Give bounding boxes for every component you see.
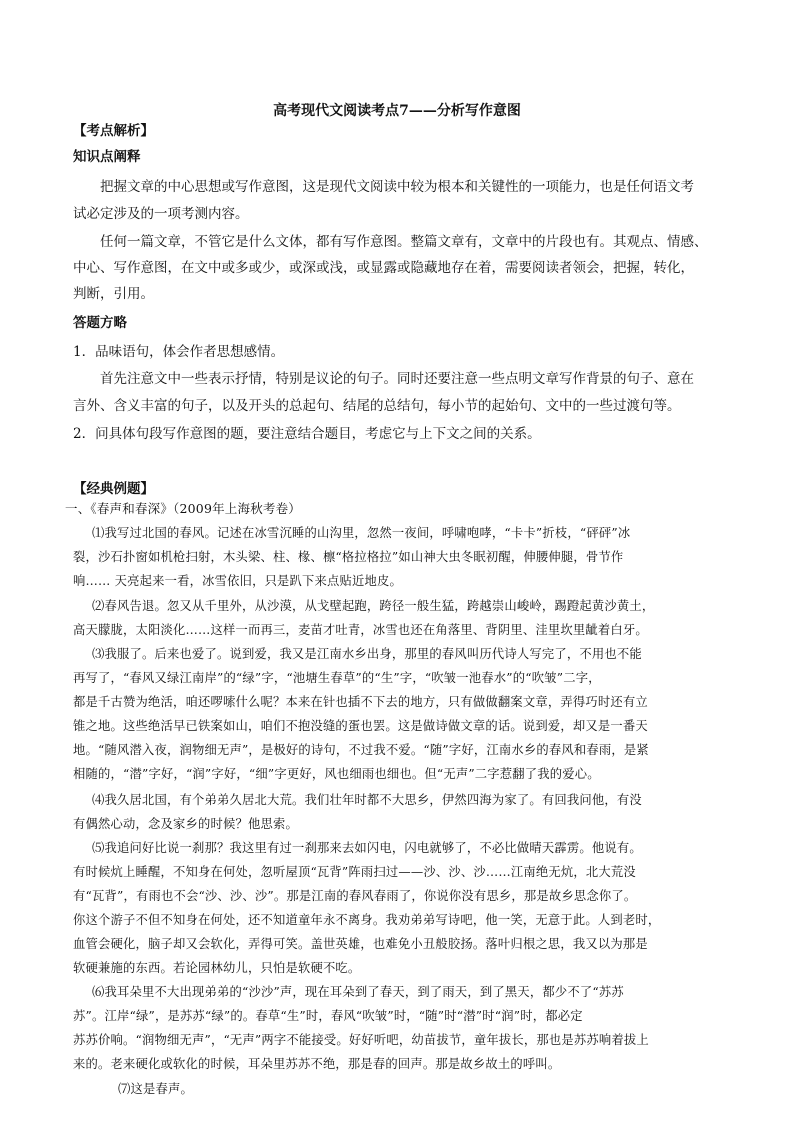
section-heading-examples: 【经典例题】 (73, 481, 154, 497)
example-line: ⑵春风告退。忽又从千里外，从沙漠，从戈壁起跑，跨径一般生猛，跨越崇山峻岭，踢蹬起黄沙黄土， (92, 599, 655, 613)
example-line: 响…… 天亮起来一看，冰雪依旧，只是趴下来点贴近地皮。 (73, 574, 403, 588)
example-line: 高天朦胧，太阳淡化……这样一而再三，麦苗才吐青，冰雪也还在角落里、背阴里、洼里坎里龇着白牙。 (73, 623, 648, 637)
example-line: ⑹我耳朵里不大出现弟弟的“沙沙”声，现在耳朵到了春天，到了雨天，到了黑天，都少不了“苏苏 (92, 985, 624, 999)
example-line: 苏苏价响。“润物细无声”，“无声”两字不能接受。好好听吧，幼苗拔节，童年拔长，那也是苏苏响着拔上 (73, 1033, 649, 1047)
list-item: 1．品味语句，体会作者思想感情。 (73, 344, 285, 360)
list-item: 2．问具体句段写作意图的题，要注意结合题目，考虑它与上下文之间的关系。 (73, 426, 541, 442)
example-line: 你这个游子不但不知身在何处，还不知道童年永不离身。我劝弟弟写诗吧，他一笑，无意于此。人到老时， (73, 913, 661, 927)
example-line: ⑴我写过北国的春风。记述在冰雪沉睡的山沟里，忽然一夜间，呼啸咆哮，“卡卡”折枝，“砰砰”冰 (92, 526, 631, 540)
example-line: ⑶我服了。后来也爱了。说到爱，我又是江南水乡出身，那里的春风叫历代诗人写完了，不用也不能 (92, 647, 642, 661)
paragraph-line: 试必定涉及的一项考测内容。 (73, 206, 249, 222)
example-line: 来的。老来硬化或软化的时候，耳朵里苏苏不绝，那是春的回声。那是故乡故土的呼叫。 (73, 1057, 561, 1071)
example-line: ⑷我久居北国，有个弟弟久居北大荒。我们壮年时都不大思乡，伊然四海为家了。有回我问他，有没 (92, 793, 642, 807)
paragraph-line: 中心、写作意图，在文中或多或少，或深或浅，或显露或隐藏地存在着，需要阅读者领会，把握，转化， (73, 260, 694, 276)
example-line: 软硬兼施的东西。若论园林幼儿，只怕是软硬不吃。 (73, 961, 361, 975)
example-line: 有“瓦背”，有雨也不会“沙、沙、沙”。那是江南的春风春雨了，你说你没有思乡，那是故乡思念你了。 (73, 889, 637, 903)
example-line: 相随的，“潜”字好，“润”字好，“细”字更好，风也细雨也细也。但“无声”二字惹翻了我的爱心。 (73, 767, 600, 781)
example-line: 苏”。江岸“绿”，是苏苏“绿”的。春草“生”时，春风“吹皱”时，“随”时“潜”时“润”时，都必定 (73, 1009, 583, 1023)
example-line: 血管会硬化，脑子却又会软化，弄得可笑。盖世英雄，也难免小丑般胶扬。落叶归根之思，我又以为那是 (73, 937, 648, 951)
example-title: 一、《春声和春深》（2009年上海秋考卷） (65, 501, 302, 516)
paragraph-line: 首先注意文中一些表示抒情，特别是议论的句子。同时还要注意一些点明文章写作背景的句子、意在 (100, 371, 694, 387)
example-line: ⑸我追问好比说一刹那？我这里有过一刹那来去如闪电，闪电就够了，不必比做晴天霹雳。他说有。 (92, 841, 642, 855)
example-line: 裂，沙石扑窗如机枪扫射，木头梁、柱、椽、檩“格拉格拉”如山神大虫冬眠初醒，伸腰伸腿，骨节作 (73, 550, 624, 564)
paragraph-line: 言外、含义丰富的句子，以及开头的总起句、结尾的总结句，每小节的起始句、文中的一些过渡句等。 (73, 398, 681, 414)
example-line: 地。“随风潜入夜，润物细无声”，是极好的诗句，不过我不爱。“随”字好，江南水乡的春风和春雨，是紧 (73, 743, 649, 757)
example-line: ⑺这是春声。 (118, 1082, 193, 1096)
subheading-knowledge: 知识点阐释 (73, 149, 141, 165)
subheading-method: 答题方略 (73, 315, 127, 331)
example-line: 再写了，“春风又绿江南岸”的“绿”字，“池塘生春草”的“生”字，“吹皱一池春水”的“吹皱”二字， (73, 671, 601, 685)
example-line: 有时候炕上睡醒，不知身在何处，忽听屋顶“瓦背”阵雨扫过——沙、沙、沙……江南绝无炕，北大荒没 (73, 865, 636, 879)
page-title: 高考现代文阅读考点7——分析写作意图 (273, 103, 521, 119)
paragraph-line: 把握文章的中心思想或写作意图，这是现代文阅读中较为根本和关键性的一项能力，也是任何语文考 (100, 179, 694, 195)
section-heading-analysis: 【考点解析】 (73, 123, 154, 139)
paragraph-line: 任何一篇文章，不管它是什么文体，都有写作意图。整篇文章有，文章中的片段也有。其观点、情感、 (100, 234, 708, 250)
paragraph-line: 判断，引用。 (73, 286, 154, 302)
example-line: 有偶然心动，念及家乡的时候？他思索。 (73, 817, 298, 831)
example-line: 都是千古赞为绝活，咱还啰嗦什么呢？本来在针也插不下去的地方，只有做做翻案文章，弄得巧时还有立 (73, 695, 648, 709)
example-line: 锥之地。这些绝活早已铁案如山，咱们不抱没缝的蛋也罢。这是做诗做文章的话。说到爱，却又是一番天 (73, 719, 648, 733)
